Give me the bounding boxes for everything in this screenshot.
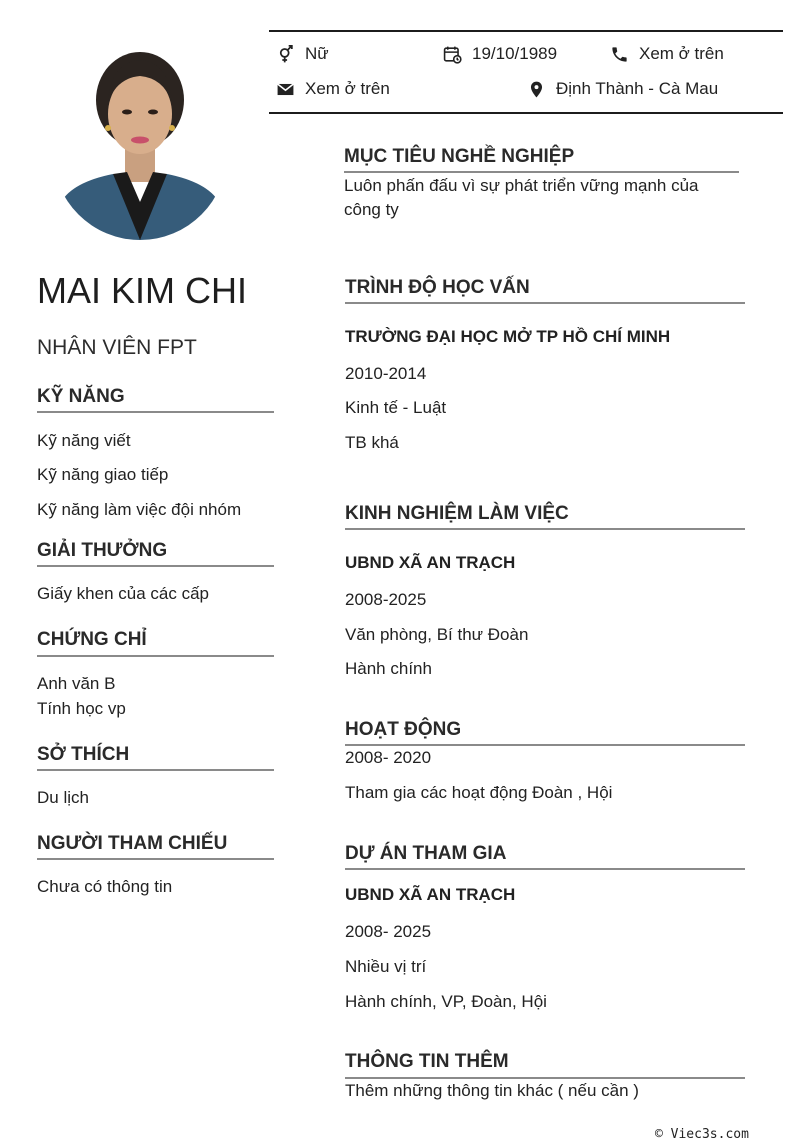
projects-desc: Hành chính, VP, Đoàn, Hội xyxy=(345,992,547,1011)
phone-value: Xem ở trên xyxy=(639,44,724,63)
hobbies-divider xyxy=(37,769,274,771)
projects-org: UBND XÃ AN TRẠCH xyxy=(345,885,516,904)
experience-org: UBND XÃ AN TRẠCH xyxy=(345,553,516,572)
experience-heading: KINH NGHIỆM LÀM VIỆC xyxy=(345,503,569,524)
award-item: Giấy khen của các cấp xyxy=(37,584,209,603)
certificates-heading: CHỨNG CHỈ xyxy=(37,629,147,650)
contact-bar-bottom-line xyxy=(269,112,783,114)
email-value: Xem ở trên xyxy=(305,79,390,98)
experience-period: 2008-2025 xyxy=(345,590,427,609)
activities-desc: Tham gia các hoạt động Đoàn , Hội xyxy=(345,783,613,802)
gender-icon xyxy=(276,45,295,64)
activities-period: 2008- 2020 xyxy=(345,748,432,767)
skill-item: Kỹ năng viết xyxy=(37,431,131,450)
extra-info-desc: Thêm những thông tin khác ( nếu cần ) xyxy=(345,1081,639,1100)
objective-heading: MỤC TIÊU NGHỀ NGHIỆP xyxy=(344,146,575,167)
extra-info-heading: THÔNG TIN THÊM xyxy=(345,1051,509,1072)
candidate-name: MAI KIM CHI xyxy=(37,270,248,311)
projects-heading: DỰ ÁN THAM GIA xyxy=(345,843,507,864)
certificate-item: Anh văn B xyxy=(37,674,116,693)
education-heading: TRÌNH ĐỘ HỌC VẤN xyxy=(345,277,530,298)
avatar xyxy=(53,42,227,240)
reference-item: Chưa có thông tin xyxy=(37,877,173,896)
gender-value: Nữ xyxy=(305,44,329,63)
skill-item: Kỹ năng làm việc đội nhóm xyxy=(37,500,242,519)
awards-heading: GIẢI THƯỞNG xyxy=(37,540,168,561)
projects-divider xyxy=(345,868,745,870)
envelope-icon xyxy=(276,80,295,99)
candidate-title: NHÂN VIÊN FPT xyxy=(37,336,197,359)
contact-phone xyxy=(610,44,724,64)
certificates-divider xyxy=(37,655,274,657)
phone-icon xyxy=(610,45,629,64)
projects-role: Nhiều vị trí xyxy=(345,957,427,976)
avatar-photo xyxy=(53,42,227,240)
skills-heading: KỸ NĂNG xyxy=(37,386,125,407)
location-pin-icon xyxy=(527,80,546,99)
contact-email xyxy=(276,79,390,99)
hobbies-heading: SỞ THÍCH xyxy=(37,744,130,765)
address-value: Định Thành - Cà Mau xyxy=(556,79,719,98)
objective-line: Luôn phấn đấu vì sự phát triển vững mạnh của xyxy=(344,176,699,195)
projects-period: 2008- 2025 xyxy=(345,922,432,941)
birthday-value: 19/10/1989 xyxy=(472,44,558,63)
experience-role: Văn phòng, Bí thư Đoàn xyxy=(345,625,529,644)
hobby-item: Du lịch xyxy=(37,788,89,807)
references-heading: NGƯỜI THAM CHIẾU xyxy=(37,833,228,854)
contact-address xyxy=(527,79,718,99)
education-grade: TB khá xyxy=(345,433,399,452)
awards-divider xyxy=(37,565,274,567)
experience-divider xyxy=(345,528,745,530)
objective-divider xyxy=(344,171,739,173)
activities-heading: HOẠT ĐỘNG xyxy=(345,719,462,740)
activities-divider xyxy=(345,744,745,746)
education-school: TRƯỜNG ĐẠI HỌC MỞ TP HỒ CHÍ MINH xyxy=(345,327,671,346)
skill-item: Kỹ năng giao tiếp xyxy=(37,465,169,484)
contact-gender xyxy=(276,44,329,64)
experience-desc: Hành chính xyxy=(345,659,432,678)
skills-divider xyxy=(37,411,274,413)
references-divider xyxy=(37,858,274,860)
calendar-icon xyxy=(443,45,462,64)
contact-birthday xyxy=(443,44,557,64)
objective-line: công ty xyxy=(344,200,399,219)
extra-info-divider xyxy=(345,1077,745,1079)
footer-copyright: © Viec3s.com xyxy=(655,1127,749,1142)
education-divider xyxy=(345,302,745,304)
contact-bar-top-line xyxy=(269,30,783,32)
certificate-item: Tính học vp xyxy=(37,699,126,718)
education-major: Kinh tế - Luật xyxy=(345,398,447,417)
education-period: 2010-2014 xyxy=(345,364,427,383)
